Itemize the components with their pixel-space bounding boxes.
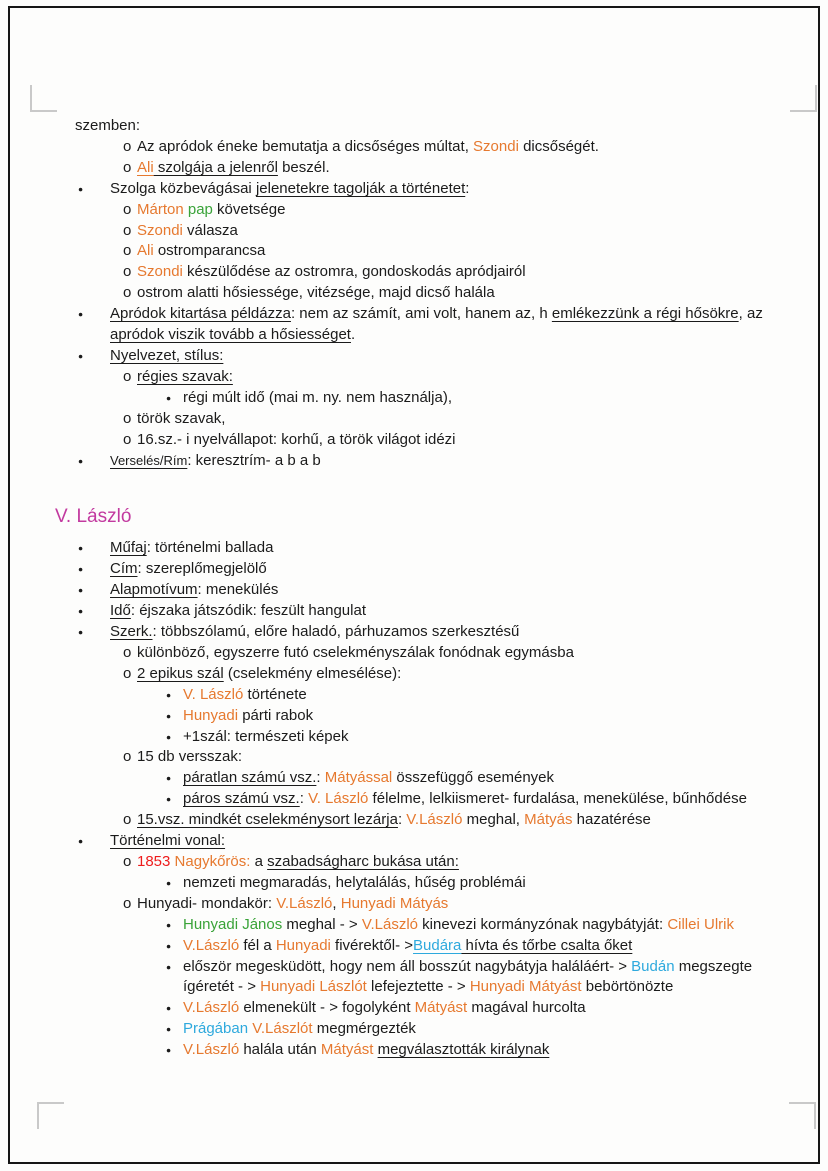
bullet-marker: ● — [166, 919, 172, 930]
text-segment: : — [465, 179, 470, 197]
text-segment: V. László — [183, 685, 244, 703]
note-line — [75, 622, 781, 643]
note-line — [75, 179, 781, 200]
circle-marker: o — [123, 409, 132, 427]
text-segment: Hunyadi — [275, 936, 331, 954]
bullet-marker: ● — [166, 794, 172, 805]
text-segment: szabadságharc bukása után: — [267, 853, 459, 870]
text-segment: Hunyadi Lászlót — [260, 978, 367, 996]
note-line — [75, 116, 781, 137]
note-line — [75, 831, 781, 852]
text-segment: először megesküdött, hogy nem áll bosszút nagybátyja haláláért- > — [183, 957, 632, 975]
note-line — [75, 727, 781, 748]
text-segment: V.László — [276, 894, 333, 912]
note-line — [75, 894, 781, 915]
text-segment: emlékezzünk a régi hősökre — [551, 305, 739, 323]
note-line — [75, 283, 781, 304]
text-segment: története — [243, 685, 307, 703]
text-segment: Ali — [137, 242, 154, 260]
text-segment: páros számú vsz. — [183, 790, 300, 808]
text-segment: Mátyást — [414, 999, 468, 1017]
text-segment: hívta és tőrbe csalta őket — [461, 936, 633, 954]
text-segment: ostrom alatti hősiessége, vitézsége, majd dicső halála — [137, 284, 495, 302]
text-segment: készülődése az ostromra, gondoskodás apródjairól — [182, 263, 526, 281]
circle-marker: o — [123, 137, 132, 155]
text-segment: hazatérése — [572, 811, 651, 829]
circle-marker: o — [123, 853, 132, 870]
note-line — [75, 601, 781, 622]
text-segment: különböző, egyszerre futó cselekményszálak fonódnak egymásba — [137, 643, 574, 661]
note-line — [75, 915, 781, 936]
text-segment: dicsőségét. — [518, 137, 599, 155]
text-segment: régi múlt idő (mai m. ny. nem használja), — [183, 388, 452, 406]
circle-marker: o — [123, 158, 132, 176]
text-segment: apródok viszik tovább a hősiességet — [110, 326, 351, 344]
text-segment: Történelmi vonal: — [110, 832, 226, 850]
text-segment: : — [397, 811, 407, 829]
text-segment: : szereplőmegjelölő — [137, 560, 267, 578]
note-line — [75, 451, 781, 472]
note-line — [75, 747, 781, 768]
note-line — [75, 200, 781, 221]
circle-marker: o — [123, 200, 132, 218]
text-segment: Hunyadi Mátyás — [340, 894, 449, 912]
text-segment: : történelmi ballada — [146, 539, 274, 557]
text-segment: : keresztrím- a b a b — [187, 451, 321, 469]
circle-marker: o — [123, 430, 132, 448]
note-line — [75, 1040, 781, 1061]
note-line — [75, 538, 781, 559]
note-line — [75, 580, 781, 601]
text-segment: Cillei Ulrik — [667, 915, 734, 933]
bullet-marker: ● — [166, 1045, 172, 1056]
note-line — [75, 936, 781, 957]
bullet-marker: ● — [78, 183, 84, 194]
circle-marker: o — [123, 263, 132, 281]
note-line — [75, 957, 781, 999]
text-segment: beszél. — [277, 158, 330, 176]
note-content — [55, 116, 781, 1061]
section-heading — [55, 505, 781, 529]
circle-marker: o — [123, 664, 132, 682]
text-segment: : menekülés — [197, 581, 279, 599]
text-segment: : nem az számít, ami volt, hanem az, h — [290, 305, 552, 323]
note-line — [75, 998, 781, 1019]
text-segment: Mátyással — [324, 769, 393, 787]
text-segment: : többszólamú, előre haladó, párhuzamos szerkesztésű — [152, 623, 520, 641]
note-line — [75, 643, 781, 664]
bullet-marker: ● — [166, 1024, 172, 1035]
note-line — [75, 346, 781, 367]
note-line — [75, 388, 781, 409]
text-segment: Budára — [413, 936, 462, 954]
text-segment: bebörtönözte — [581, 978, 674, 996]
bullet-marker: ● — [166, 1003, 172, 1014]
circle-marker: o — [123, 367, 132, 385]
text-segment: Idő — [110, 602, 131, 620]
bullet-marker: ● — [78, 585, 84, 596]
text-segment: Prágában — [183, 1020, 249, 1038]
bullet-marker: ● — [166, 940, 172, 951]
circle-marker: o — [123, 811, 132, 829]
bullet-marker: ● — [166, 689, 172, 700]
text-segment: : éjszaka játszódik: feszült hangulat — [130, 602, 366, 620]
text-segment: török szavak, — [137, 409, 226, 427]
text-segment: Hunyadi- mondakör: — [137, 894, 277, 912]
text-segment: Szondi — [473, 137, 519, 155]
note-line — [75, 367, 781, 388]
text-segment: válasza — [182, 221, 238, 239]
text-segment: pap — [187, 200, 213, 218]
text-segment: Ali — [137, 158, 154, 176]
text-segment: Nagykőrös: — [174, 853, 251, 870]
circle-marker: o — [123, 284, 132, 302]
text-segment: Műfaj — [110, 539, 147, 557]
bullet-marker: ● — [78, 350, 84, 361]
text-segment: meghal, — [462, 811, 525, 829]
text-segment: , az — [738, 305, 763, 323]
text-segment: , — [332, 894, 341, 912]
text-segment: kinevezi kormányzónak nagybátyját: — [418, 915, 668, 933]
bullet-marker: ● — [78, 564, 84, 575]
text-segment: : — [299, 790, 309, 808]
text-segment: 2 epikus szál — [137, 664, 224, 682]
bullet-marker: ● — [78, 543, 84, 554]
text-segment: Hunyadi — [183, 706, 239, 724]
text-segment: összefüggő események — [392, 769, 555, 787]
text-segment: V.Lászlót — [252, 1020, 313, 1038]
text-segment: lefejeztette - > — [366, 978, 470, 996]
note-line — [75, 852, 781, 873]
text-segment: páratlan számú vsz. — [183, 769, 317, 787]
circle-marker: o — [123, 242, 132, 260]
note-line — [75, 1019, 781, 1040]
note-line — [75, 430, 781, 451]
text-segment: +1szál: természeti képek — [183, 727, 349, 745]
circle-marker: o — [123, 894, 132, 912]
text-segment: V.László — [183, 1041, 240, 1059]
text-segment: szemben: — [75, 117, 141, 134]
note-line — [75, 685, 781, 706]
text-segment: (cselekmény elmesélése): — [223, 664, 402, 682]
bullet-marker: ● — [166, 877, 172, 888]
note-line — [75, 706, 781, 727]
crop-mark-bottom-left — [37, 1102, 64, 1129]
note-line — [75, 768, 781, 789]
text-segment: Apródok kitartása példázza — [110, 305, 291, 323]
text-segment: fivérektől- > — [330, 936, 414, 954]
text-segment: Nyelvezet, stílus: — [110, 346, 224, 364]
text-segment: Szondi — [137, 221, 183, 239]
text-segment: nemzeti megmaradás, helytalálás, hűség problémái — [183, 873, 526, 891]
text-segment: szolgája a jelenről — [153, 158, 278, 176]
text-segment: Márton — [137, 200, 184, 218]
text-segment: jelenetekre tagolják a történetet — [255, 179, 466, 197]
crop-mark-top-right — [790, 85, 817, 112]
crop-mark-top-left — [30, 85, 57, 112]
text-segment: követsége — [212, 200, 286, 218]
crop-mark-bottom-right — [789, 1102, 816, 1129]
text-segment: : — [316, 769, 325, 787]
note-line — [75, 810, 781, 831]
note-line — [75, 262, 781, 283]
note-line — [75, 158, 781, 179]
note-line — [75, 559, 781, 580]
bullet-marker: ● — [78, 627, 84, 638]
text-segment: fél a — [239, 936, 276, 954]
text-segment: V.László — [361, 915, 419, 933]
text-segment: megmérgezték — [312, 1020, 416, 1038]
bullet-marker: ● — [166, 961, 172, 972]
bullet-marker: ● — [78, 606, 84, 617]
circle-marker: o — [123, 221, 132, 239]
note-line — [75, 873, 781, 894]
bullet-marker: ● — [166, 773, 172, 784]
note-line — [75, 221, 781, 242]
note-line — [75, 241, 781, 262]
bullet-marker: ● — [166, 710, 172, 721]
text-segment: Szerk. — [110, 623, 153, 641]
text-segment: Az apródok éneke bemutatja a dicsőséges múltat, — [137, 137, 474, 155]
text-segment: régies szavak: — [137, 367, 233, 385]
note-line — [75, 137, 781, 158]
text-segment: V.László — [183, 936, 240, 954]
circle-marker: o — [123, 643, 132, 661]
text-segment: Hunyadi János — [183, 915, 283, 933]
text-segment: 1853 — [137, 853, 171, 870]
bullet-marker: ● — [166, 392, 172, 403]
text-segment: Szondi — [137, 263, 183, 281]
text-segment: párti rabok — [238, 706, 314, 724]
text-segment: megválasztották királynak — [377, 1041, 550, 1059]
text-segment: meghal - > — [282, 915, 362, 933]
bullet-marker: ● — [166, 731, 172, 742]
text-segment: Alapmotívum — [110, 581, 198, 599]
text-segment: halála után — [239, 1041, 321, 1059]
note-line — [75, 664, 781, 685]
note-line — [75, 304, 781, 346]
text-segment: magával hurcolta — [467, 999, 586, 1017]
text-segment: 16.sz.- i nyelvállapot: korhű, a török világot idézi — [137, 430, 456, 448]
text-segment: Mátyás — [524, 811, 573, 829]
text-segment: Szolga közbevágásai — [110, 179, 256, 197]
bullet-marker: ● — [78, 836, 84, 847]
text-segment: Verselés/Rím — [110, 452, 188, 468]
text-segment: a — [250, 853, 268, 870]
text-segment: V.László — [183, 999, 240, 1017]
text-segment: ostromparancsa — [153, 242, 266, 260]
text-segment: Mátyást — [320, 1041, 374, 1059]
bullet-marker: ● — [78, 455, 84, 466]
text-segment: elmenekült - > fogolyként — [239, 999, 415, 1017]
circle-marker: o — [123, 748, 132, 766]
text-segment: Cím — [110, 560, 138, 578]
bullet-marker: ● — [78, 309, 84, 320]
text-segment: 15 db versszak: — [137, 748, 243, 766]
text-segment: V. László — [308, 790, 369, 808]
text-segment: V. László — [55, 506, 132, 528]
note-line — [75, 409, 781, 430]
text-segment: Hunyadi Mátyást — [469, 978, 582, 996]
text-segment: megszegte ígéretét - > — [183, 957, 753, 996]
text-segment: Budán — [631, 957, 675, 975]
text-segment: félelme, lelkiismeret- furdalása, menekülése, bűnhődése — [368, 790, 747, 808]
text-segment: V.László — [406, 811, 463, 829]
text-segment: 15.vsz. mindkét cselekménysort lezárja — [137, 811, 398, 829]
note-line — [75, 789, 781, 810]
text-segment: . — [350, 326, 356, 344]
